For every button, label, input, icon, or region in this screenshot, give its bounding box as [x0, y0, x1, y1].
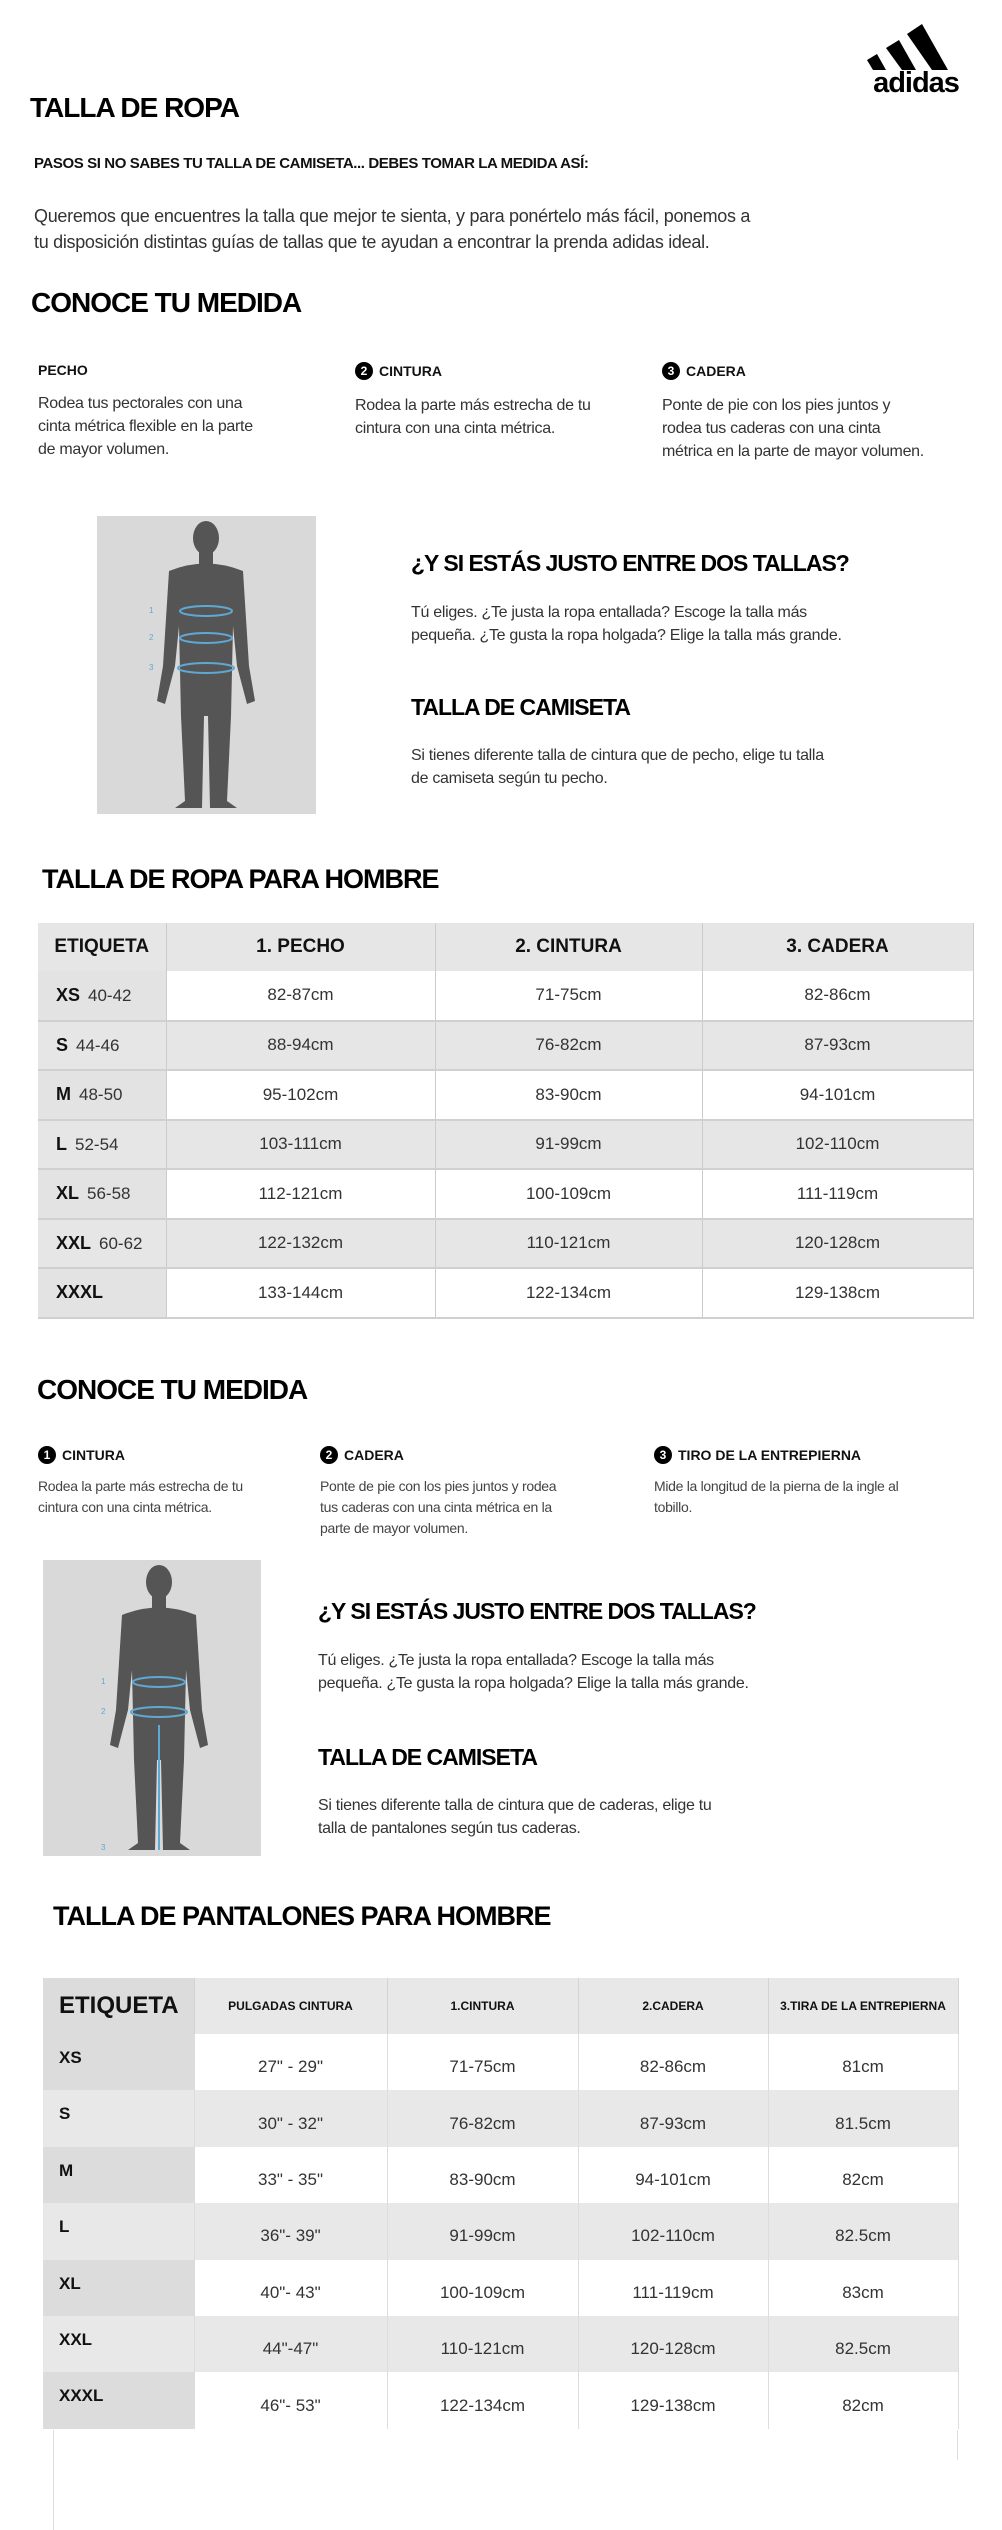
table-cell: 40"- 43": [194, 2260, 387, 2316]
table-cell: 30" - 32": [194, 2090, 387, 2146]
table-cell: 82-86cm: [702, 971, 973, 1021]
text-line: de camiseta según tu pecho.: [411, 770, 608, 787]
text-line: cinta métrica flexible en la parte: [38, 418, 253, 435]
measure-step-text: [654, 1476, 954, 1518]
table-cell: 88-94cm: [166, 1021, 435, 1071]
table-cell: 71-75cm: [435, 971, 702, 1021]
table-row: [38, 1120, 973, 1170]
measure-step: [38, 362, 338, 461]
table-cell: 94-101cm: [578, 2147, 768, 2203]
section-heading: CONOCE TU MEDIDA: [31, 287, 302, 318]
size-label: XXXL: [56, 1282, 104, 1303]
table-cell: 81cm: [768, 2034, 958, 2090]
table-cell: 82cm: [768, 2147, 958, 2203]
size-label-cell: [38, 1120, 166, 1170]
column-header: PULGADAS CINTURA: [194, 1978, 387, 2034]
between-sizes-heading: ¿Y SI ESTÁS JUSTO ENTRE DOS TALLAS?: [318, 1598, 756, 1624]
table-cell: 76-82cm: [435, 1021, 702, 1071]
table-cell: 122-132cm: [166, 1219, 435, 1269]
eu-size: 48-50: [79, 1085, 123, 1105]
table-cell: 120-128cm: [702, 1219, 973, 1269]
text-line: rodea tus caderas con una cinta: [662, 420, 881, 437]
body-silhouette-icon: [97, 516, 316, 814]
measure-step-title: [662, 362, 962, 380]
column-header: 2.CADERA: [578, 1978, 768, 2034]
measure-step-text: [38, 392, 338, 461]
shirt-size-table: [38, 923, 974, 1319]
pants-table-title: TALLA DE PANTALONES PARA HOMBRE: [53, 1901, 551, 1931]
size-label: S: [56, 1034, 69, 1055]
eu-size: 60-62: [99, 1233, 143, 1253]
size-label: M: [43, 2147, 194, 2203]
intro-line: tu disposición distintas guías de tallas que te ayudan a encontrar la prenda adidas ideal.: [34, 232, 710, 252]
intro-line: Queremos que encuentres la talla que mejor te sienta, y para ponértelo más fácil, ponemos a: [34, 206, 751, 226]
table-row: [43, 2372, 958, 2428]
text-line: pequeña. ¿Te gusta la ropa holgada? Elige la talla más grande.: [318, 1675, 749, 1692]
measure-step-text: [320, 1476, 620, 1539]
table-row: [43, 2034, 958, 2090]
text-line: tus caderas con una cinta métrica en la: [320, 1499, 552, 1515]
size-label-cell: [38, 1070, 166, 1120]
step-number-icon: 2: [355, 362, 373, 380]
table-cell: 87-93cm: [578, 2090, 768, 2146]
table-cell: 33" - 35": [194, 2147, 387, 2203]
measure-step-title: [320, 1446, 620, 1464]
table-cell: 100-109cm: [435, 1169, 702, 1219]
pants-size-text: [318, 1794, 712, 1840]
measure-step-title: [654, 1446, 954, 1464]
eu-size: 44-46: [76, 1035, 120, 1055]
measure-step: [38, 1446, 338, 1518]
step-title: CINTURA: [379, 363, 442, 379]
table-row: [38, 1219, 973, 1269]
step-number-icon: 3: [662, 362, 680, 380]
size-label: L: [56, 1133, 67, 1154]
size-label-cell: [38, 1169, 166, 1219]
text-line: Rodea tus pectorales con una: [38, 395, 243, 412]
size-label-cell: [38, 1268, 166, 1318]
table-row: [38, 971, 973, 1021]
text-line: Tú eliges. ¿Te justa la ropa entallada? Escoge la talla más: [411, 604, 807, 621]
measure-step-text: [662, 394, 962, 463]
column-header: ETIQUETA: [38, 923, 166, 971]
table-cell: 71-75cm: [387, 2034, 578, 2090]
tshirt-size-text: [411, 744, 824, 790]
table-row: [38, 1021, 973, 1071]
size-label: L: [43, 2203, 194, 2259]
table-cell: 122-134cm: [387, 2372, 578, 2428]
text-line: Rodea la parte más estrecha de tu: [38, 1478, 243, 1494]
step-number-icon: 2: [320, 1446, 338, 1464]
text-line: talla de pantalones según tus caderas.: [318, 1820, 581, 1837]
table-cell: 81.5cm: [768, 2090, 958, 2146]
table-cell: 82.5cm: [768, 2203, 958, 2259]
table-cell: 95-102cm: [166, 1070, 435, 1120]
text-line: Mide la longitud de la pierna de la ingle al: [654, 1478, 899, 1494]
table-cell: 83-90cm: [435, 1070, 702, 1120]
pants-size-table: [43, 1978, 959, 2429]
section-heading: CONOCE TU MEDIDA: [37, 1374, 308, 1405]
text-line: Si tienes diferente talla de cintura que de pecho, elige tu talla: [411, 747, 824, 764]
step-title: PECHO: [38, 362, 88, 378]
size-label-cell: [38, 971, 166, 1021]
text-line: parte de mayor volumen.: [320, 1520, 468, 1536]
step-number-icon: 1: [38, 1446, 56, 1464]
table-row: [43, 2203, 958, 2259]
body-figure-shirt: [97, 516, 316, 814]
step-title: CINTURA: [62, 1447, 125, 1463]
size-label: XXXL: [43, 2372, 194, 2428]
adidas-logo-icon: [855, 12, 977, 94]
table-cell: 112-121cm: [166, 1169, 435, 1219]
measure-step-title: [38, 362, 338, 378]
column-header: 2. CINTURA: [435, 923, 702, 971]
body-silhouette-icon: [43, 1560, 261, 1856]
column-header: 1. PECHO: [166, 923, 435, 971]
table-cell: 110-121cm: [387, 2316, 578, 2372]
measure-step-text: [38, 1476, 338, 1518]
table-cell: 133-144cm: [166, 1268, 435, 1318]
table-cell: 129-138cm: [578, 2372, 768, 2428]
table-cell: 44"-47": [194, 2316, 387, 2372]
figure-mark: 2: [149, 633, 154, 642]
measure-step-title: [355, 362, 655, 380]
measure-step: [320, 1446, 620, 1539]
table-cell: 102-110cm: [578, 2203, 768, 2259]
size-label-cell: [38, 1219, 166, 1269]
svg-text:adidas: adidas: [873, 67, 959, 94]
step-title: CADERA: [686, 363, 746, 379]
table-cell: 100-109cm: [387, 2260, 578, 2316]
table-cell: 111-119cm: [702, 1169, 973, 1219]
table-cell: 82-86cm: [578, 2034, 768, 2090]
text-line: Rodea la parte más estrecha de tu: [355, 397, 591, 414]
text-line: tobillo.: [654, 1499, 693, 1515]
text-line: Tú eliges. ¿Te justa la ropa entallada? Escoge la talla más: [318, 1652, 714, 1669]
table-cell: 110-121cm: [435, 1219, 702, 1269]
table-cell: 91-99cm: [435, 1120, 702, 1170]
eu-size: 52-54: [75, 1134, 119, 1154]
measure-step: [662, 362, 962, 463]
shirt-table-title: TALLA DE ROPA PARA HOMBRE: [42, 864, 439, 894]
between-sizes-text: [318, 1649, 749, 1695]
table-cell: 94-101cm: [702, 1070, 973, 1120]
column-header: 3. CADERA: [702, 923, 973, 971]
table-row: [38, 1169, 973, 1219]
measure-step: [654, 1446, 954, 1518]
size-label: XXL: [56, 1232, 92, 1253]
figure-mark: 1: [149, 606, 154, 615]
between-sizes-text: [411, 601, 842, 647]
measure-step-title: [38, 1446, 338, 1464]
figure-mark: 3: [101, 1843, 106, 1852]
table-cell: 87-93cm: [702, 1021, 973, 1071]
eu-size: 56-58: [87, 1184, 131, 1204]
body-figure-pants: [43, 1560, 261, 1856]
text-line: Ponte de pie con los pies juntos y: [662, 397, 891, 414]
figure-mark: 2: [101, 1707, 106, 1716]
figure-mark: 3: [149, 663, 154, 672]
size-label: XL: [56, 1183, 80, 1204]
text-line: cintura con una cinta métrica.: [355, 420, 555, 437]
table-cell: 129-138cm: [702, 1268, 973, 1318]
table-cell: 36"- 39": [194, 2203, 387, 2259]
table-cell: 27" - 29": [194, 2034, 387, 2090]
text-line: Ponte de pie con los pies juntos y rodea: [320, 1478, 557, 1494]
table-row: [43, 2147, 958, 2203]
eu-size: 40-42: [88, 985, 132, 1005]
size-label: XS: [43, 2034, 194, 2090]
divider: [957, 2430, 958, 2460]
text-line: Si tienes diferente talla de cintura que de caderas, elige tu: [318, 1797, 712, 1814]
text-line: métrica en la parte de mayor volumen.: [662, 443, 924, 460]
text-line: pequeña. ¿Te gusta la ropa holgada? Elige la talla más grande.: [411, 627, 842, 644]
column-header: 3.TIRA DE LA ENTREPIERNA: [768, 1978, 958, 2034]
table-cell: 76-82cm: [387, 2090, 578, 2146]
table-cell: 83-90cm: [387, 2147, 578, 2203]
size-label: S: [43, 2090, 194, 2146]
column-header: ETIQUETA: [43, 1978, 194, 2034]
measure-step: [355, 362, 655, 440]
size-label: M: [56, 1084, 71, 1105]
text-line: cintura con una cinta métrica.: [38, 1499, 212, 1515]
size-label: XXL: [43, 2316, 194, 2372]
intro-paragraph: [34, 203, 750, 255]
table-cell: 102-110cm: [702, 1120, 973, 1170]
table-cell: 82cm: [768, 2372, 958, 2428]
table-row: [38, 1070, 973, 1120]
table-row: [38, 1268, 973, 1318]
table-cell: 83cm: [768, 2260, 958, 2316]
tshirt-size-heading: TALLA DE CAMISETA: [411, 694, 630, 720]
size-label: XS: [56, 984, 81, 1005]
divider: [53, 2430, 54, 2530]
table-cell: 91-99cm: [387, 2203, 578, 2259]
size-label: XL: [43, 2260, 194, 2316]
measure-step-text: [355, 394, 655, 440]
table-cell: 103-111cm: [166, 1120, 435, 1170]
size-label-cell: [38, 1021, 166, 1071]
pants-size-heading: TALLA DE CAMISETA: [318, 1744, 537, 1770]
table-cell: 111-119cm: [578, 2260, 768, 2316]
table-cell: 120-128cm: [578, 2316, 768, 2372]
column-header: 1.CINTURA: [387, 1978, 578, 2034]
table-row: [43, 2090, 958, 2146]
text-line: de mayor volumen.: [38, 441, 169, 458]
adidas-logo[interactable]: [855, 12, 977, 94]
table-cell: 82-87cm: [166, 971, 435, 1021]
between-sizes-heading: ¿Y SI ESTÁS JUSTO ENTRE DOS TALLAS?: [411, 550, 849, 576]
subtitle: PASOS SI NO SABES TU TALLA DE CAMISETA... DEBES TOMAR LA MEDIDA ASÍ:: [34, 155, 589, 172]
table-cell: 46"- 53": [194, 2372, 387, 2428]
step-title: CADERA: [344, 1447, 404, 1463]
table-cell: 82.5cm: [768, 2316, 958, 2372]
step-title: TIRO DE LA ENTREPIERNA: [678, 1447, 862, 1463]
table-row: [43, 2260, 958, 2316]
table-cell: 122-134cm: [435, 1268, 702, 1318]
figure-mark: 1: [101, 1677, 106, 1686]
step-number-icon: 3: [654, 1446, 672, 1464]
table-row: [43, 2316, 958, 2372]
page-title: TALLA DE ROPA: [30, 92, 239, 123]
